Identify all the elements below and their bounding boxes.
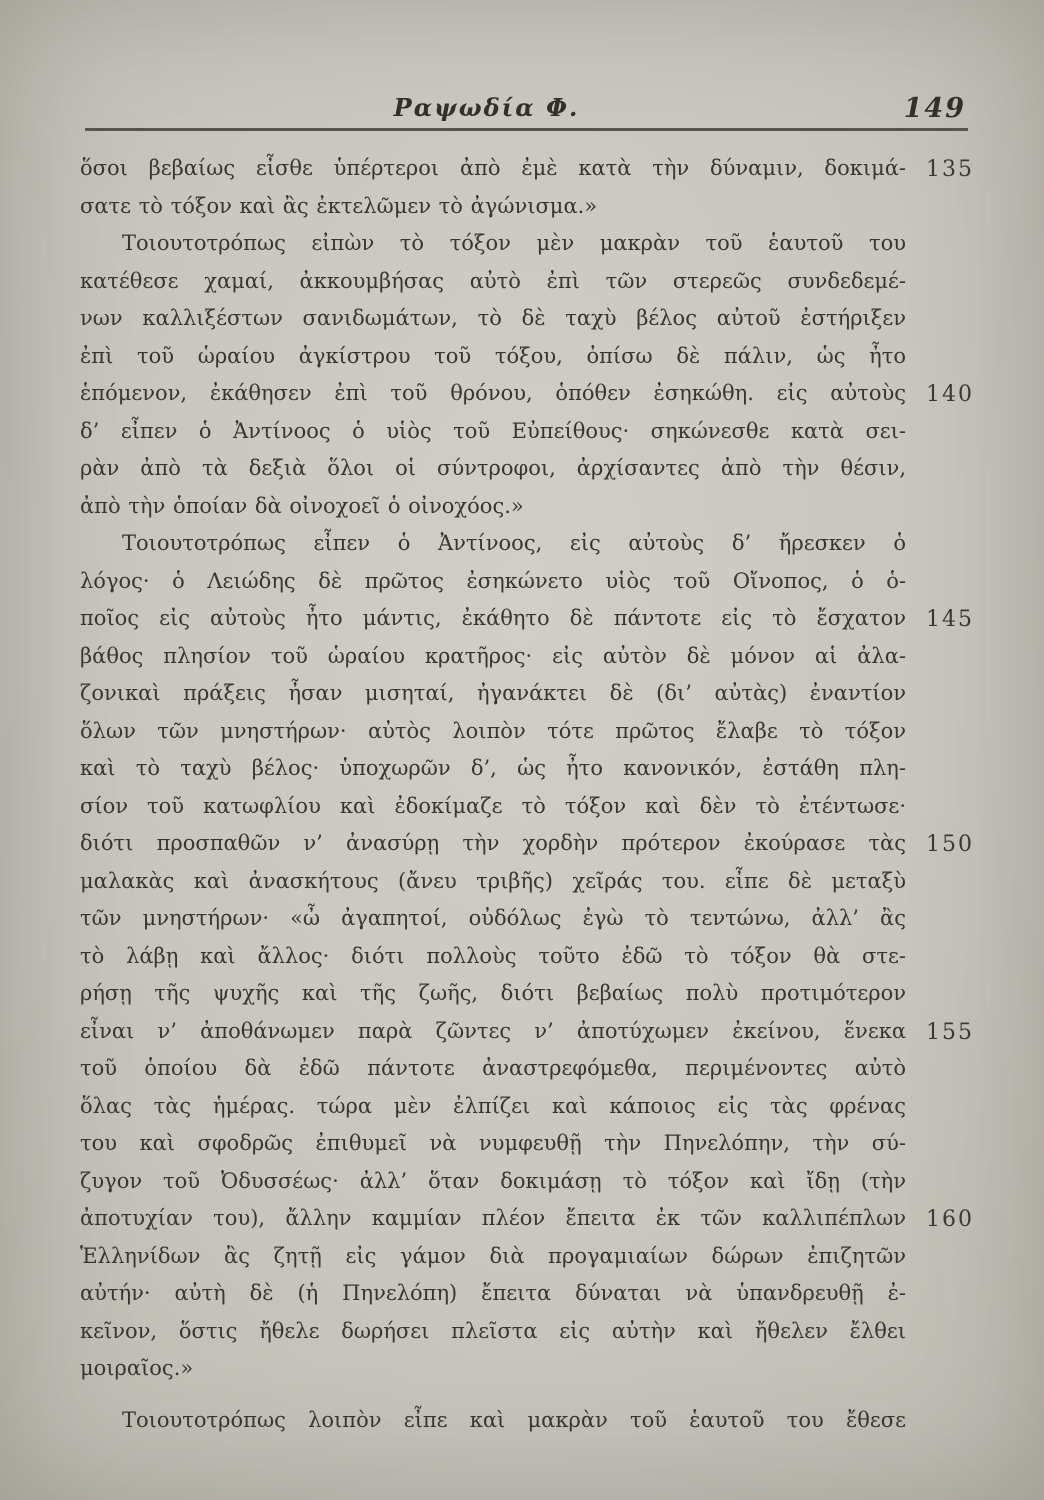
text-line-content: ἀπὸ τὴν ὁποίαν δὰ οἰνοχοεῖ ὁ οἰνοχόος.» <box>80 493 524 518</box>
text-line <box>80 263 906 301</box>
text-line <box>80 938 906 976</box>
text-line <box>80 1238 906 1276</box>
verse-number: 135 <box>926 157 974 182</box>
text-line <box>80 563 906 601</box>
text-line <box>80 1163 906 1201</box>
text-line <box>80 750 906 788</box>
text-line-content: ρήσῃ τῆς ψυχῆς καὶ τῆς ζωῆς, διότι βεβαίως πολὺ προτιμότερον <box>80 981 906 1005</box>
text-line <box>80 488 906 526</box>
text-line-content: Ἑλληνίδων ἂς ζητῇ εἰς γάμον διὰ προγαμιαίων δώρων ἐπιζητῶν <box>80 1243 906 1268</box>
verse-number: 150 <box>926 832 974 857</box>
text-line-content: τῶν μνηστήρων· «ὦ ἀγαπητοί, οὐδόλως ἐγὼ τὸ τεντώνω, ἀλλ’ ἂς <box>80 906 906 930</box>
text-line <box>80 338 906 376</box>
text-line <box>80 300 906 338</box>
text-line-content: ὅλων τῶν μνηστήρων· αὐτὸς λοιπὸν τότε πρῶτος ἔλαβε τὸ τόξον <box>80 718 906 743</box>
verse-number: 155 <box>926 1019 974 1045</box>
text-line <box>80 413 906 451</box>
verse-number: 145 <box>926 607 974 632</box>
text-line-content: λόγος· ὁ Λειώδης δὲ πρῶτος ἐσηκώνετο υἱὸς τοῦ Οἴνοπος, ὁ ὁ- <box>80 568 906 593</box>
text-line-content: σατε τὸ τόξον καὶ ἂς ἐκτελῶμεν τὸ ἀγώνισμα.» <box>80 193 598 218</box>
text-line-content: κατέθεσε χαμαί, ἀκκουμβήσας αὐτὸ ἐπὶ τῶν στερεῶς συνδεδεμέ- <box>80 268 906 293</box>
text-line-content: δ’ εἶπεν ὁ Ἀντίνοος ὁ υἱὸς τοῦ Εὐπείθους· σηκώνεσθε κατὰ σει- <box>80 418 906 443</box>
text-line <box>80 675 906 713</box>
text-line-content: νων καλλιξέστων σανιδωμάτων, τὸ δὲ ταχὺ βέλος αὐτοῦ ἐστήριξεν <box>80 306 906 330</box>
text-line-content: ποῖος εἰς αὐτοὺς ἦτο μάντις, ἐκάθητο δὲ πάντοτε εἰς τὸ ἔσχατον <box>80 606 906 630</box>
text-line-content: αὐτήν· αὐτὴ δὲ (ἡ Πηνελόπη) ἔπειτα δύναται νὰ ὑπανδρευθῇ ἐ- <box>80 1281 906 1305</box>
text-line-content: ἑπόμενον, ἐκάθησεν ἐπὶ τοῦ θρόνου, ὁπόθεν ἐσηκώθη. εἰς αὐτοὺς <box>80 381 906 405</box>
text-line <box>80 188 906 226</box>
text-line-content: μαλακὰς καὶ ἀνασκήτους (ἄνευ τριβῆς) χεῖράς του. εἶπε δὲ μεταξὺ <box>80 868 906 893</box>
verse-number: 140 <box>926 382 974 407</box>
chapter-title: Ραψωδία Φ. <box>393 93 580 122</box>
text-line <box>80 638 906 676</box>
text-line-content: τοῦ ὁποίου δὰ ἐδῶ πάντοτε ἀναστρεφόμεθα, περιμένοντες αὐτὸ <box>80 1056 906 1080</box>
text-line-content: ἀποτυχίαν του), ἄλλην καμμίαν πλέον ἔπειτα ἐκ τῶν καλλιπέπλων <box>80 1206 906 1230</box>
text-line <box>80 1013 974 1051</box>
text-line <box>80 1350 906 1388</box>
text-line <box>80 713 906 751</box>
text-line-content: ζυγον τοῦ Ὀδυσσέως· ἀλλ’ ὅταν δοκιμάσῃ τὸ τόξον καὶ ἴδῃ (τὴν <box>80 1168 906 1193</box>
text-line <box>80 150 974 188</box>
text-line-content: καὶ τὸ ταχὺ βέλος· ὑποχωρῶν δ’, ὡς ἦτο κανονικόν, ἐστάθη πλη- <box>80 756 906 780</box>
text-line <box>80 1275 906 1313</box>
text-line-content: ρὰν ἀπὸ τὰ δεξιὰ ὅλοι οἱ σύντροφοι, ἀρχίσαντες ἀπὸ τὴν θέσιν, <box>80 456 906 480</box>
text-line <box>80 225 906 263</box>
page-number: 149 <box>903 93 966 124</box>
text-line-content: μοιραῖος.» <box>80 1356 194 1380</box>
text-line <box>80 1313 906 1351</box>
text-line <box>80 375 974 413</box>
text-line-content: Τοιουτοτρόπως εἰπὼν τὸ τόξον μὲν μακρὰν τοῦ ἑαυτοῦ του <box>122 231 906 255</box>
text-line-content: βάθος πλησίον τοῦ ὡραίου κρατῆρος· εἰς αὐτὸν δὲ μόνον αἱ ἀλα- <box>80 643 906 668</box>
text-line-content: ἐπὶ τοῦ ὡραίου ἀγκίστρου τοῦ τόξου, ὀπίσω δὲ πάλιν, ὡς ἦτο <box>80 343 906 368</box>
text-line-content: ὅσοι βεβαίως εἶσθε ὑπέρτεροι ἀπὸ ἐμὲ κατὰ τὴν δύναμιν, δοκιμά- <box>80 156 906 180</box>
text-line-content: τὸ λάβῃ καὶ ἄλλος· διότι πολλοὺς τοῦτο ἐδῶ τὸ τόξον θὰ στε- <box>80 943 906 968</box>
text-line-content: του καὶ σφοδρῶς ἐπιθυμεῖ νὰ νυμφευθῇ τὴν Πηνελόπην, τὴν σύ- <box>80 1131 906 1155</box>
text-line-content: διότι προσπαθῶν ν’ ἀνασύρῃ τὴν χορδὴν πρότερον ἐκούρασε τὰς <box>80 831 906 855</box>
text-line <box>80 450 906 488</box>
text-line-content: εἶναι ν’ ἀποθάνωμεν παρὰ ζῶντες ν’ ἀποτύχωμεν ἐκείνου, ἕνεκα <box>80 1018 906 1043</box>
text-line <box>80 1125 906 1163</box>
text-line-content: Τοιουτοτρόπως λοιπὸν εἶπε καὶ μακρὰν τοῦ ἑαυτοῦ του ἔθεσε <box>122 1407 906 1432</box>
text-line <box>80 863 906 901</box>
text-line <box>80 525 906 563</box>
text-line <box>80 788 906 826</box>
text-line-content: Τοιουτοτρόπως εἶπεν ὁ Ἀντίνοος, εἰς αὐτοὺς δ’ ἤρεσκεν ὁ <box>122 531 906 555</box>
text-line-content: ὅλας τὰς ἡμέρας. τώρα μὲν ἐλπίζει καὶ κάποιος εἰς τὰς φρένας <box>80 1093 906 1118</box>
text-line <box>80 975 906 1013</box>
text-line <box>80 1050 906 1088</box>
text-line-content: ζονικαὶ πράξεις ἦσαν μισηταί, ἠγανάκτει δὲ (δι’ αὐτὰς) ἐναντίον <box>80 681 906 705</box>
verse-number: 160 <box>926 1207 974 1232</box>
page-header <box>85 88 968 131</box>
text-line <box>80 1200 974 1238</box>
text-line <box>80 1402 906 1440</box>
text-line <box>80 600 974 638</box>
text-line <box>80 825 974 863</box>
text-line-content: σίον τοῦ κατωφλίου καὶ ἐδοκίμαζε τὸ τόξον καὶ δὲν τὸ ἐτέντωσε· <box>80 793 906 818</box>
text-line <box>80 900 906 938</box>
text-line-content: κεῖνον, ὅστις ἤθελε δωρήσει πλεῖστα εἰς αὐτὴν καὶ ἤθελεν ἔλθει <box>80 1318 906 1343</box>
text-line <box>80 1088 906 1126</box>
text-column <box>80 150 974 1439</box>
